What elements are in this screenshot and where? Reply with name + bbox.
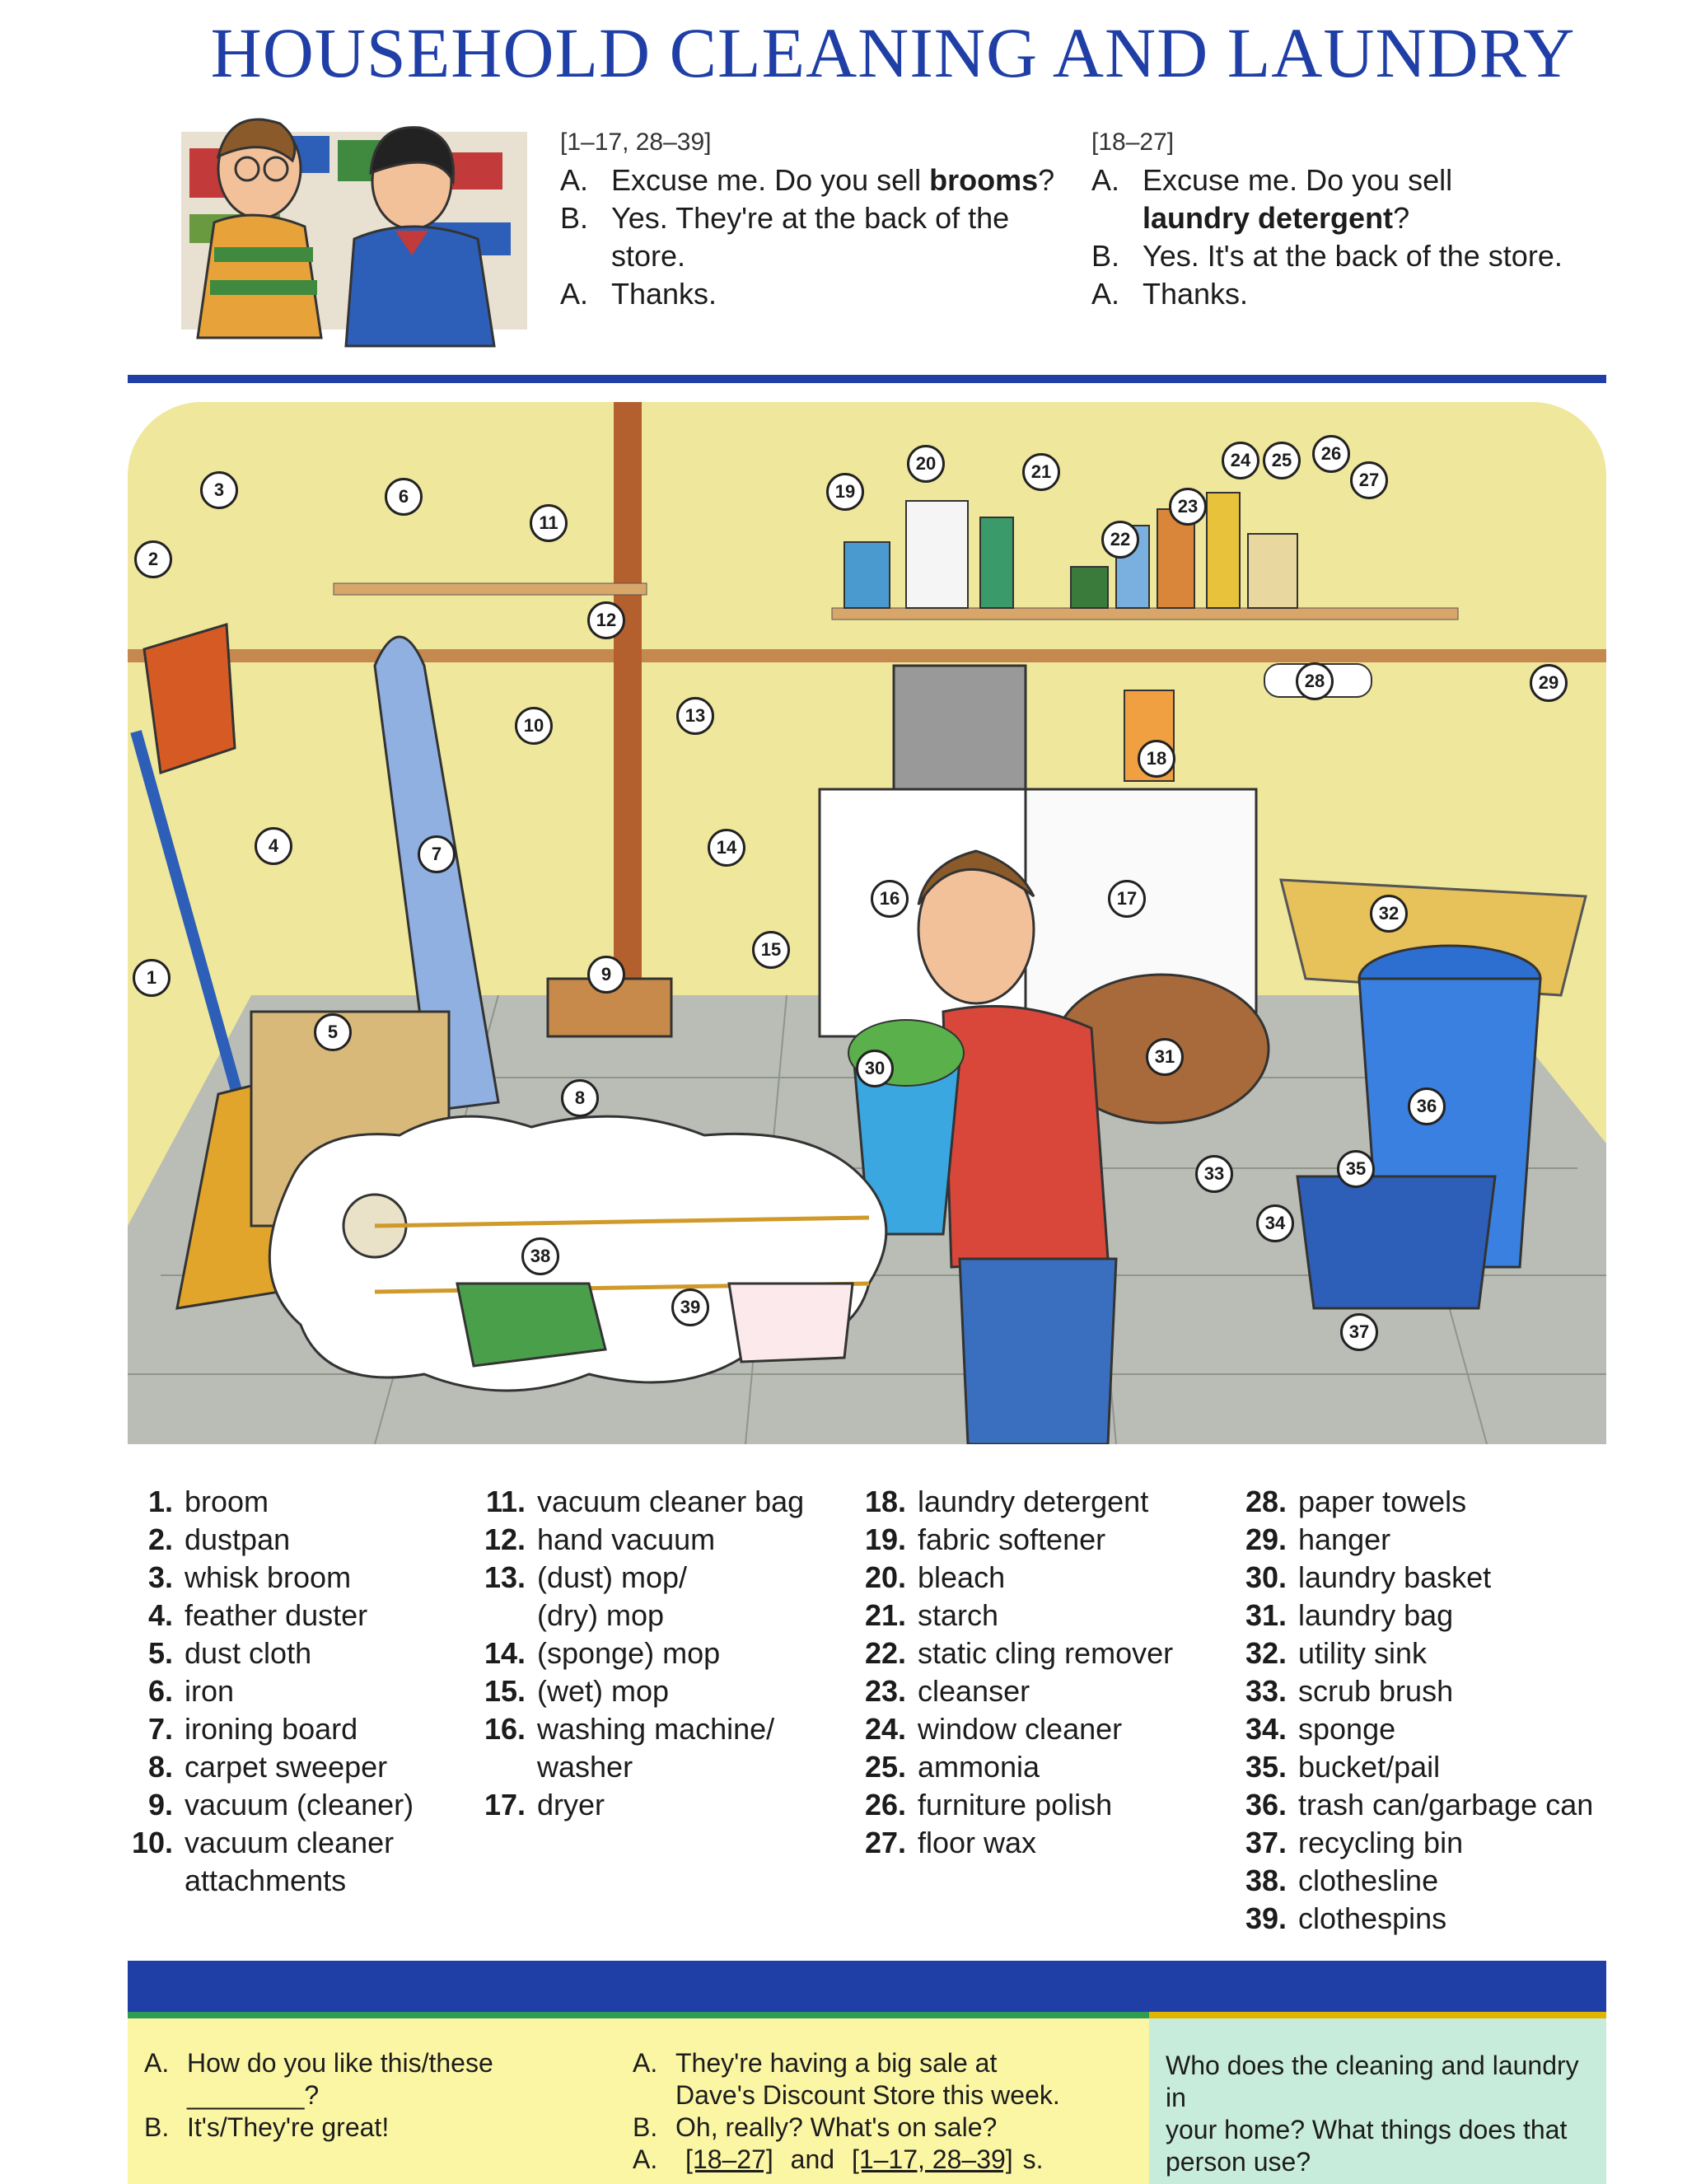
- vocab-item: 19. fabric softener: [864, 1522, 1106, 1556]
- scene-number-label: 28: [1296, 662, 1334, 700]
- vocab-column-3: [850, 1483, 1173, 1862]
- fill-in-blank: ________?: [187, 2080, 320, 2110]
- vocab-item: 29. hanger: [1245, 1522, 1391, 1556]
- vocab-item: 17. dryer: [484, 1788, 605, 1822]
- scene-number-label: 24: [1222, 442, 1259, 479]
- vocab-item: 38. clothesline: [1245, 1864, 1439, 1897]
- scene-number-label: 26: [1312, 435, 1350, 473]
- vocab-item-continuation: washer: [537, 1750, 633, 1784]
- scene-number-label: 22: [1101, 521, 1139, 559]
- scene-number-label: 2: [134, 540, 172, 578]
- speaker-label: A.: [560, 277, 589, 311]
- vocab-item: 12. hand vacuum: [484, 1522, 716, 1556]
- scene-number-label: 8: [561, 1079, 599, 1117]
- scene-number-label: 38: [521, 1237, 559, 1275]
- scene-number-label: 32: [1370, 895, 1408, 933]
- vocab-item: 32. utility sink: [1245, 1636, 1428, 1670]
- speaker-label: B.: [633, 2112, 658, 2142]
- dialog-line: How do you like this/these: [187, 2048, 493, 2078]
- vocab-item: 31. laundry bag: [1245, 1598, 1454, 1632]
- speaker-label: A.: [1091, 277, 1120, 311]
- scene-number-label: 37: [1340, 1313, 1378, 1351]
- scene-number-label: 25: [1263, 442, 1301, 479]
- scene-number-label: 12: [587, 601, 625, 639]
- vocab-item: 25. ammonia: [864, 1750, 1040, 1784]
- dialog-line: Excuse me. Do you sell brooms?: [611, 163, 1055, 197]
- dialog-line: Thanks.: [611, 277, 717, 311]
- scene-number-label: 16: [871, 880, 909, 918]
- scene-number-label: 29: [1530, 664, 1568, 702]
- speaker-label: A.: [144, 2048, 170, 2078]
- scene-number-label: 23: [1169, 488, 1207, 526]
- dialog-line: It's/They're great!: [187, 2112, 390, 2142]
- scene-number-label: 39: [671, 1288, 709, 1326]
- vocab-item: 4. feather duster: [147, 1598, 368, 1632]
- vocab-item: 30. laundry basket: [1245, 1560, 1492, 1594]
- scene-number-label: 21: [1022, 453, 1060, 491]
- vocab-item: 2. dustpan: [147, 1522, 291, 1556]
- vocab-item: 20. bleach: [864, 1560, 1006, 1594]
- scene-number-label: 10: [515, 707, 553, 745]
- vocab-item: 21. starch: [864, 1598, 999, 1632]
- speaker-label: A.: [1091, 163, 1120, 197]
- dialog-line: Oh, really? What's on sale?: [675, 2112, 998, 2142]
- scene-number-label: 13: [676, 697, 714, 735]
- dialog-2: [1091, 124, 1619, 313]
- discussion-questions: [1166, 2050, 1598, 2178]
- scene-number-label: 30: [856, 1050, 894, 1087]
- dialog-line: laundry detergent?: [1143, 201, 1410, 235]
- vocab-item: 5. dust cloth: [147, 1636, 312, 1670]
- discussion-line: person use?: [1166, 2147, 1311, 2177]
- vocab-item: 26. furniture polish: [864, 1788, 1113, 1822]
- vocab-item: 36. trash can/garbage can: [1245, 1788, 1594, 1822]
- vocab-item: 8. carpet sweeper: [147, 1750, 388, 1784]
- vocab-column-2: [470, 1483, 804, 1824]
- speaker-label: A.: [633, 2144, 658, 2174]
- scene-number-label: 15: [752, 931, 790, 969]
- dialog-line: [18–27] and [1–17, 28–39] s.: [685, 2144, 1044, 2174]
- vocab-item-continuation: attachments: [185, 1864, 347, 1897]
- page-title: HOUSEHOLD CLEANING AND LAUNDRY: [210, 13, 1576, 92]
- discussion-line: your home? What things does that: [1166, 2115, 1568, 2144]
- vocab-item: 11. vacuum cleaner bag: [485, 1485, 805, 1518]
- scene-number-label: 19: [826, 473, 864, 511]
- customer-clerk-illustration: [165, 91, 535, 362]
- discussion-line: Who does the cleaning and laundry in: [1166, 2051, 1579, 2112]
- laundry-room-scene: [128, 402, 1606, 1444]
- scene-number-label: 35: [1337, 1150, 1375, 1188]
- vocab-item: 35. bucket/pail: [1245, 1750, 1441, 1784]
- vocab-item: 23. cleanser: [864, 1674, 1030, 1708]
- scene-number-label: 20: [907, 445, 945, 483]
- vocab-item: 37. recycling bin: [1245, 1826, 1464, 1859]
- vocab-item: 13. (dust) mop/: [484, 1560, 688, 1594]
- vocab-item: 39. clothespins: [1245, 1901, 1447, 1935]
- vocab-item: 33. scrub brush: [1245, 1674, 1454, 1708]
- vocab-item: 24. window cleaner: [864, 1712, 1123, 1746]
- dialog-ref: [1–17, 28–39]: [560, 129, 712, 156]
- scene-number-label: 36: [1408, 1087, 1446, 1125]
- scene-number-label: 1: [133, 959, 171, 997]
- divider-rule: [128, 375, 1606, 383]
- dialog-line: Dave's Discount Store this week.: [675, 2080, 1060, 2110]
- dialog-line: Excuse me. Do you sell: [1143, 163, 1453, 197]
- scene-number-label: 18: [1138, 740, 1175, 778]
- scene-number-label: 3: [200, 471, 238, 509]
- scene-number-label: 27: [1350, 461, 1388, 499]
- scene-number-label: 4: [255, 827, 292, 865]
- section-bar-accent: [128, 2012, 1149, 2018]
- speaker-label: A.: [633, 2048, 658, 2078]
- scene-number-label: 14: [708, 829, 745, 867]
- scene-number-label: 5: [314, 1013, 352, 1051]
- dialog-line: store.: [611, 239, 686, 273]
- vocab-item-continuation: (dry) mop: [537, 1598, 665, 1632]
- vocab-item: 3. whisk broom: [147, 1560, 352, 1594]
- vocab-item: 27. floor wax: [864, 1826, 1037, 1859]
- dialog-line: Yes. It's at the back of the store.: [1143, 239, 1563, 273]
- speaker-label: B.: [144, 2112, 170, 2142]
- practice-dialog-2: [633, 2047, 1143, 2176]
- vocab-item: 1. broom: [147, 1485, 269, 1518]
- scene-number-label: 11: [530, 504, 568, 542]
- dialog-line: They're having a big sale at: [675, 2048, 998, 2078]
- vocab-item: 16. washing machine/: [484, 1712, 775, 1746]
- scene-number-label: 17: [1108, 880, 1146, 918]
- vocab-column-1: [117, 1483, 414, 1900]
- scene-number-label: 9: [587, 956, 625, 994]
- section-bar-accent: [1149, 2012, 1606, 2018]
- speaker-label: B.: [560, 201, 589, 235]
- vocab-item: 10. vacuum cleaner: [131, 1826, 395, 1859]
- speaker-label: A.: [560, 163, 589, 197]
- vocab-item: 9. vacuum (cleaner): [147, 1788, 414, 1822]
- vocab-item: 6. iron: [147, 1674, 235, 1708]
- scene-number-label: 7: [418, 835, 456, 873]
- vocab-item: 18. laundry detergent: [864, 1485, 1149, 1518]
- speaker-label: B.: [1091, 239, 1120, 273]
- dialog-line: Thanks.: [1143, 277, 1249, 311]
- dialog-line: Yes. They're at the back of the: [611, 201, 1010, 235]
- vocab-item: 28. paper towels: [1245, 1485, 1467, 1518]
- vocab-item: 7. ironing board: [147, 1712, 358, 1746]
- scene-number-label: 34: [1256, 1204, 1294, 1242]
- vocab-item: 34. sponge: [1245, 1712, 1396, 1746]
- dialog-1: [560, 124, 1071, 313]
- vocab-column-4: [1231, 1483, 1593, 1938]
- dialog-ref: [18–27]: [1091, 129, 1175, 156]
- scene-number-label: 6: [385, 478, 423, 516]
- scene-number-label: 33: [1195, 1155, 1233, 1193]
- section-bar: [128, 1961, 1606, 2012]
- scene-number-label: 31: [1146, 1038, 1184, 1076]
- vocab-item: 14. (sponge) mop: [484, 1636, 721, 1670]
- vocab-item: 22. static cling remover: [864, 1636, 1174, 1670]
- practice-dialog-1: [144, 2047, 605, 2144]
- vocab-item: 15. (wet) mop: [484, 1674, 670, 1708]
